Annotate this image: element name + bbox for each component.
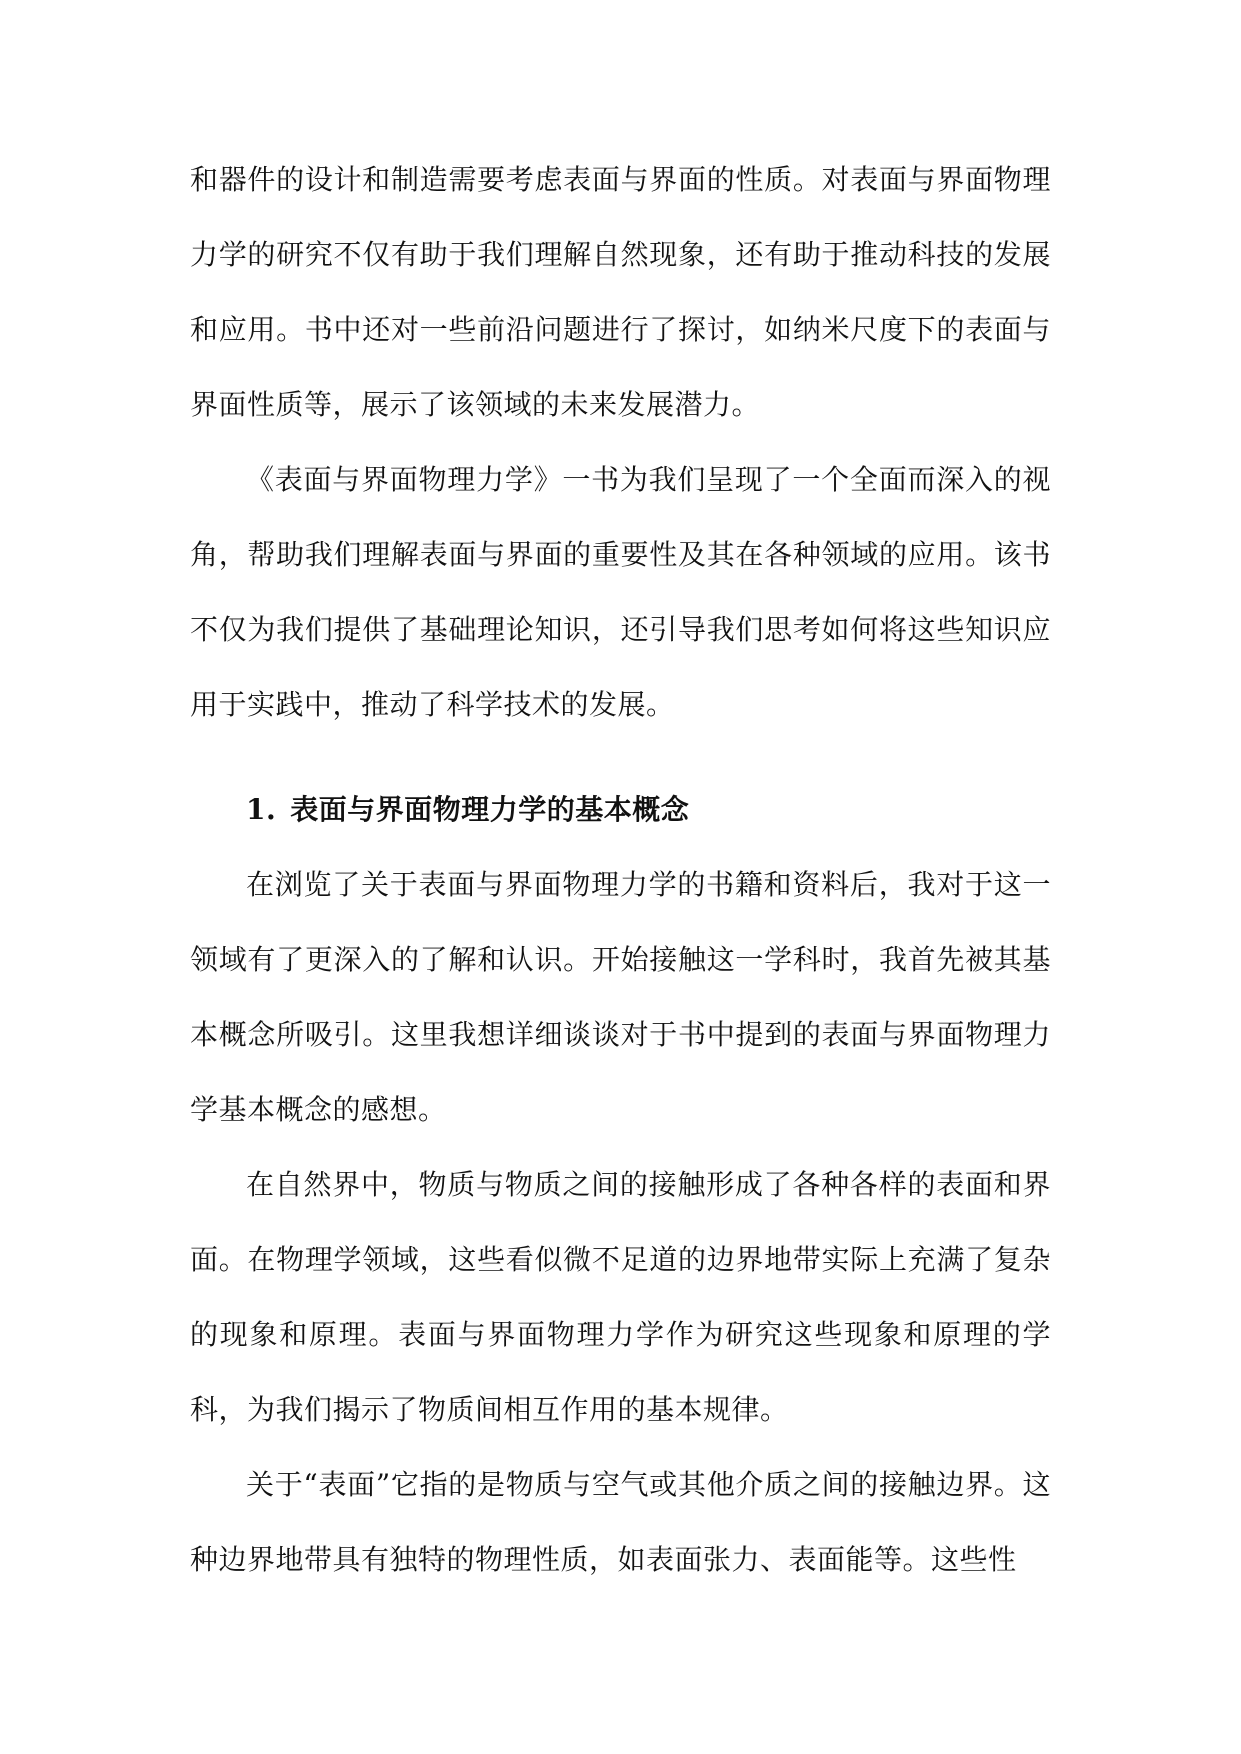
paragraph-nature: 在自然界中，物质与物质之间的接触形成了各种各样的表面和界面。在物理学领域，这些看似微不足道的边界地带实际上充满了复杂的现象和原理。表面与界面物理力学作为研究这些现象和原理的学科，为我们揭示了物质间相互作用的基本规律。 [190,1168,1051,1426]
paragraph-book-summary: 《表面与界面物理力学》一书为我们呈现了一个全面而深入的视角，帮助我们理解表面与界面的重要性及其在各种领域的应用。该书不仅为我们提供了基础理论知识，还引导我们思考如何将这些知识应用于实践中，推动了科学技术的发展。 [190,463,1051,721]
section-number: 1. [246,793,277,826]
section-heading [190,742,1051,847]
document-body [190,142,1051,1597]
paragraph-intro: 在浏览了关于表面与界面物理力学的书籍和资料后，我对于这一领域有了更深入的了解和认识。开始接触这一学科时，我首先被其基本概念所吸引。这里我想详细谈谈对于书中提到的表面与界面物理力学基本概念的感想。 [190,868,1051,1126]
paragraph-surface-definition: 关于“表面”它指的是物质与空气或其他介质之间的接触边界。这种边界地带具有独特的物理性质，如表面张力、表面能等。这些性 [190,1468,1051,1576]
paragraph-continued: 和器件的设计和制造需要考虑表面与界面的性质。对表面与界面物理力学的研究不仅有助于我们理解自然现象，还有助于推动科技的发展和应用。书中还对一些前沿问题进行了探讨，如纳米尺度下的表面与界面性质等，展示了该领域的未来发展潜力。 [190,163,1051,421]
section-title: 表面与界面物理力学的基本概念 [290,793,690,826]
